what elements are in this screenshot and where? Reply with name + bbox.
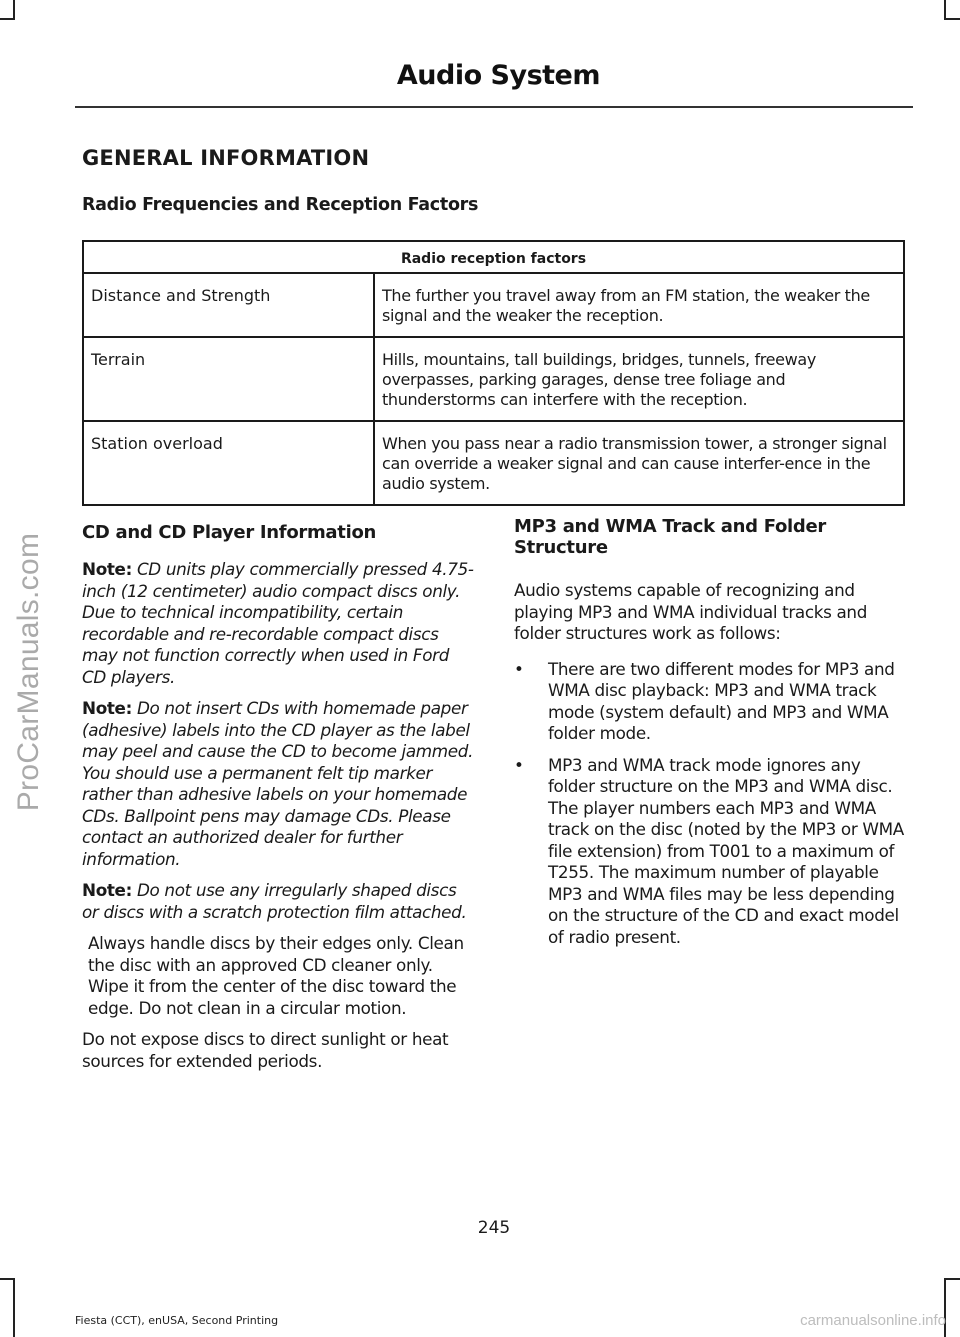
- table-cell-factor: Terrain: [83, 337, 374, 421]
- list-item: [514, 659, 906, 745]
- cd-section-title: CD and CD Player Information: [82, 522, 377, 543]
- footer-text: Fiesta (CCT), enUSA, Second Printing: [75, 1314, 279, 1327]
- crop-mark: [13, 1278, 15, 1337]
- bullet-glyph: •: [514, 658, 524, 679]
- crop-mark: [13, 0, 15, 18]
- body-paragraph: Do not expose discs to direct sunlight or heat sources for extended periods.: [82, 1029, 449, 1071]
- subsection-title: Radio Frequencies and Reception Factors: [82, 195, 479, 215]
- crop-mark: [944, 18, 960, 20]
- table-row: [83, 337, 904, 421]
- body-paragraph: Audio systems capable of recognizing and playing MP3 and WMA individual tracks and folder structures work as follows:: [514, 580, 867, 643]
- table-caption: Radio reception factors: [83, 241, 904, 273]
- page-number: 245: [477, 1218, 511, 1238]
- note-text: CD units play commercially pressed 4.75-inch (12 centimeter) audio compact discs only. Due to technical incompatibility, certain recordable and re-recordable compact discs may not function correctly when used in Ford CD players.: [82, 559, 474, 687]
- cd-section: [82, 522, 474, 1082]
- list-item-text: MP3 and WMA track mode ignores any folder structure on the MP3 and WMA disc. The player numbers each MP3 and WMA track on the disc (noted by the MP3 or WMA file extension) from T001 to a maximum of T255. The maximum number of playable MP3 and WMA files may be less depending on the structure of the CD and exact model of radio present.: [548, 754, 904, 947]
- note-paragraph: [82, 698, 474, 870]
- crop-mark: [944, 1278, 960, 1280]
- note-label: Note:: [82, 698, 132, 718]
- table-cell-description: Hills, mountains, tall buildings, bridges, tunnels, freeway overpasses, parking garages, dense tree foliage and thunderstorms can interfere with the reception.: [374, 337, 904, 421]
- note-paragraph: [82, 880, 474, 923]
- table-cell-description: When you pass near a radio transmission tower, a stronger signal can override a weaker signal and can cause interfer-ence in the audio system.: [374, 421, 904, 505]
- section-title: GENERAL INFORMATION: [82, 146, 370, 170]
- footer-watermark: carmanualsonline.info: [800, 1312, 946, 1329]
- crop-mark: [944, 0, 946, 18]
- header-divider: [75, 106, 913, 108]
- reception-factors-table: [82, 240, 905, 506]
- note-text: Do not insert CDs with homemade paper (adhesive) labels into the CD player as the label may peel and cause the CD to become jammed. You should use a permanent felt tip marker rather than adhesive labels on your homemade CDs. Ballpoint pens may damage CDs. Please contact an authorized dealer for further information.: [82, 698, 474, 869]
- table-cell-description: The further you travel away from an FM station, the weaker the signal and the weaker the reception.: [374, 273, 904, 337]
- table-cell-factor: Station overload: [83, 421, 374, 505]
- note-label: Note:: [82, 559, 132, 579]
- crop-mark: [0, 18, 15, 20]
- mp3-section: [514, 516, 906, 958]
- note-paragraph: [82, 559, 474, 688]
- side-watermark: ProCarManuals.com: [12, 532, 45, 812]
- note-label: Note:: [82, 880, 132, 900]
- table-cell-factor: Distance and Strength: [83, 273, 374, 337]
- table-row: [83, 273, 904, 337]
- bullet-glyph: •: [514, 754, 524, 775]
- list-item-text: There are two different modes for MP3 and WMA disc playback: MP3 and WMA track mode (system default) and MP3 and WMA folder mode.: [548, 658, 895, 743]
- mp3-section-title: MP3 and WMA Track and Folder Structure: [514, 516, 826, 558]
- note-text: Do not use any irregularly shaped discs or discs with a scratch protection film attached.: [82, 880, 467, 922]
- bullet-list: [514, 659, 906, 949]
- body-paragraph: Always handle discs by their edges only. Clean the disc with an approved CD cleaner only. Wipe it from the center of the disc toward the edge. Do not clean in a circular motion.: [88, 933, 464, 1018]
- list-item: [514, 755, 906, 949]
- table-row: [83, 421, 904, 505]
- page-header-title: Audio System: [396, 60, 600, 91]
